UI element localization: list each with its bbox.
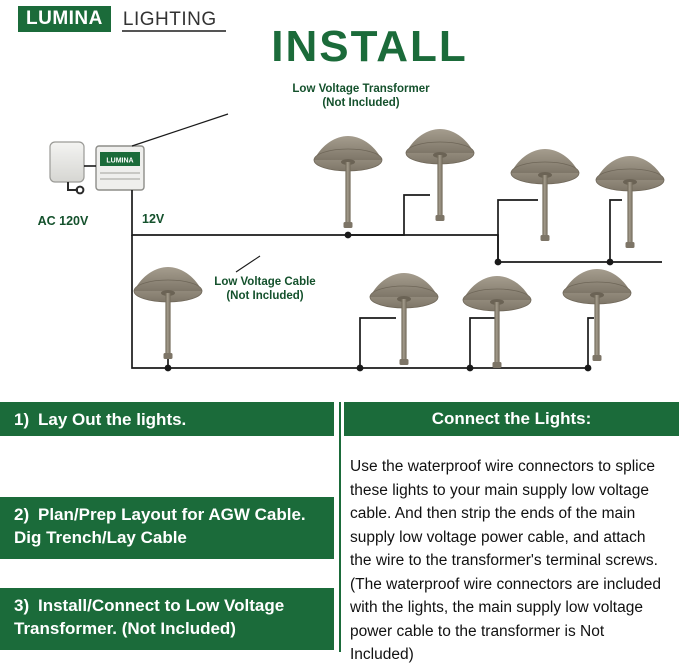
path-light-icon bbox=[511, 149, 579, 241]
connect-body-text: Use the waterproof wire connectors to splice these lights to your main supply low voltage cable. And then strip the ends of the main supply low voltage power cable, and attach the wire to the transformer's terminal screws.(The waterproof wire connectors are included with the lights, the main supply low voltage power cable to the transformer is Not Included) bbox=[350, 458, 662, 664]
cable-label-line1: Low Voltage Cable bbox=[214, 276, 316, 288]
ac-outlet-icon bbox=[50, 142, 84, 193]
page-title: INSTALL bbox=[271, 22, 468, 71]
path-light-icon bbox=[563, 269, 631, 361]
cable-label bbox=[180, 275, 350, 304]
path-light-icon bbox=[314, 136, 382, 228]
step-2-text: Plan/Prep Layout for AGW Cable. Dig Trench/Lay Cable bbox=[14, 505, 306, 547]
svg-text:LUMINA: LUMINA bbox=[106, 157, 134, 165]
connect-heading: Connect the Lights: bbox=[344, 402, 679, 436]
ac-voltage-label: AC 120V bbox=[37, 214, 89, 228]
column-divider bbox=[339, 402, 341, 652]
step-3-text: Install/Connect to Low Voltage Transformer. (Not Included) bbox=[14, 596, 285, 638]
transformer-icon bbox=[96, 146, 144, 190]
path-light-icon bbox=[463, 276, 531, 368]
step-2 bbox=[0, 497, 334, 559]
low-voltage-label: 12V bbox=[142, 212, 165, 226]
brand-word: LIGHTING bbox=[122, 8, 217, 30]
brand-mark: LUMINA bbox=[18, 6, 111, 32]
step-1 bbox=[0, 402, 334, 436]
step-1-text: Lay Out the lights. bbox=[38, 410, 187, 429]
transformer-label-line2: (Not Included) bbox=[322, 97, 400, 110]
cable-label-line2: (Not Included) bbox=[226, 290, 304, 303]
step-3 bbox=[0, 588, 334, 650]
path-light-icon bbox=[370, 273, 438, 365]
step-1-number: 1) bbox=[14, 410, 30, 429]
transformer-label-line1: Low Voltage Transformer bbox=[292, 83, 430, 95]
path-light-icon bbox=[596, 156, 664, 248]
transformer-label bbox=[236, 82, 486, 111]
step-2-number: 2) bbox=[14, 505, 30, 524]
path-light-icon bbox=[406, 129, 474, 221]
step-3-number: 3) bbox=[14, 596, 30, 615]
